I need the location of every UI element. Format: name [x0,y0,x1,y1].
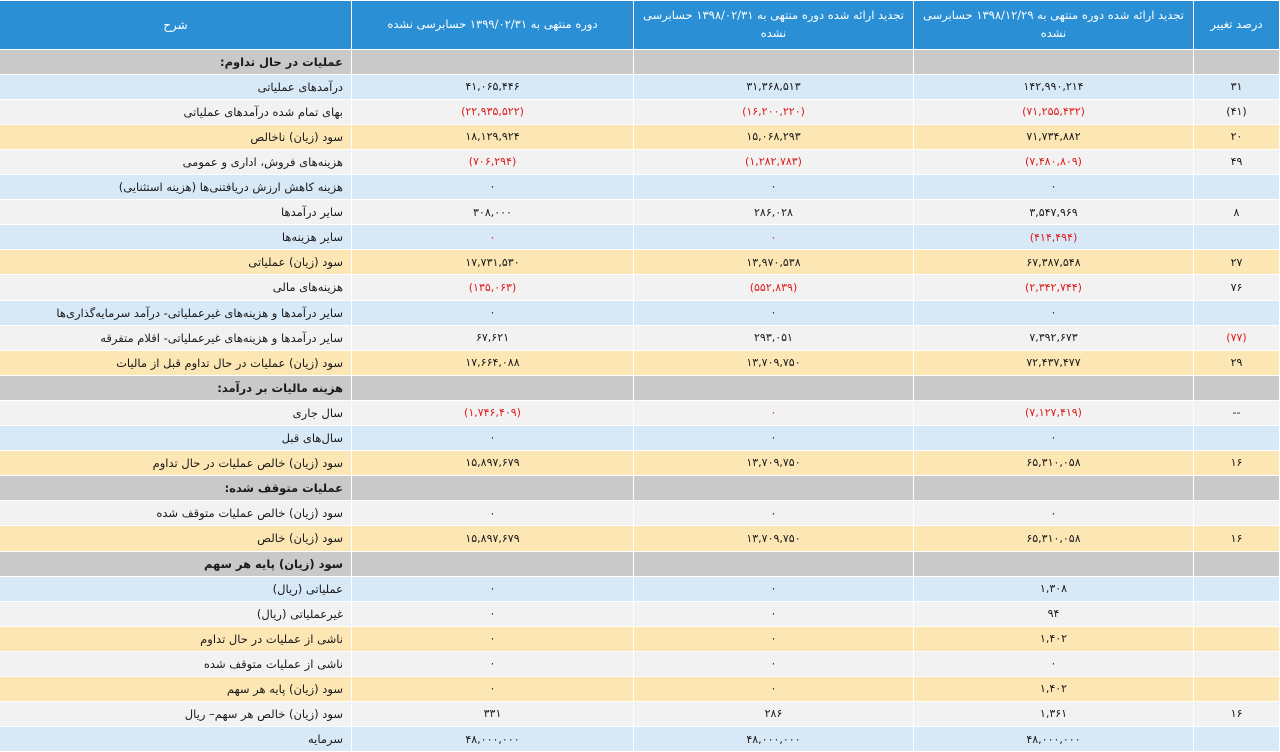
cell-current: ۰ [352,300,634,325]
cell-desc: هزینه‌های فروش، اداری و عمومی [0,150,352,175]
cell-desc: عملیاتی (ریال) [0,576,352,601]
cell-prev_year [914,476,1194,501]
cell-current: ۳۳۱ [352,702,634,727]
cell-prev_year: ۱,۴۰۲ [914,676,1194,701]
cell-prev_period: ۱۳,۷۰۹,۷۵۰ [634,526,914,551]
cell-prev_year: ۳,۵۴۷,۹۶۹ [914,200,1194,225]
cell-prev_period: ۰ [634,576,914,601]
cell-change [1194,576,1280,601]
cell-prev_year: ۶۵,۳۱۰,۰۵۸ [914,526,1194,551]
cell-current [352,49,634,74]
cell-change: ۱۶ [1194,702,1280,727]
table-row [0,325,1280,350]
cell-prev_year: ۷,۳۹۲,۶۷۳ [914,325,1194,350]
cell-prev_period: ۰ [634,501,914,526]
cell-prev_year: ۰ [914,426,1194,451]
cell-change [1194,651,1280,676]
cell-current: ۰ [352,426,634,451]
cell-desc: سود (زیان) خالص عملیات در حال تداوم [0,451,352,476]
table-row [0,400,1280,425]
table-row [0,702,1280,727]
cell-current: ۰ [352,626,634,651]
cell-prev_period: ۱۳,۷۰۹,۷۵۰ [634,350,914,375]
cell-change [1194,727,1280,752]
cell-prev_year: ۷۱,۷۳۴,۸۸۲ [914,124,1194,149]
cell-desc: سایر درآمدها و هزینه‌های غیرعملیاتی- درآمد سرمایه‌گذاری‌ها [0,300,352,325]
cell-prev_period: ۰ [634,626,914,651]
cell-prev_year: ۶۵,۳۱۰,۰۵۸ [914,451,1194,476]
cell-desc: سایر هزینه‌ها [0,225,352,250]
cell-change: ۴۹ [1194,150,1280,175]
cell-change [1194,551,1280,576]
cell-prev_period: ۰ [634,300,914,325]
cell-prev_period: ۱۳,۷۰۹,۷۵۰ [634,451,914,476]
cell-prev_period: ۰ [634,175,914,200]
cell-prev_period: ۳۱,۳۶۸,۵۱۳ [634,74,914,99]
cell-current: ۰ [352,175,634,200]
cell-current: ۳۰۸,۰۰۰ [352,200,634,225]
cell-prev_period [634,476,914,501]
cell-prev_period: ۰ [634,426,914,451]
column-header-change: درصد تغییر [1194,1,1280,50]
cell-change: ۲۷ [1194,250,1280,275]
cell-prev_period: ۰ [634,601,914,626]
cell-change [1194,175,1280,200]
cell-current: ۰ [352,601,634,626]
cell-prev_period: ۰ [634,225,914,250]
cell-prev_period: ۰ [634,651,914,676]
column-header-prev-year: تجدید ارائه شده دوره منتهی به ۱۳۹۸/۱۲/۲۹ حسابرسی نشده [914,1,1194,50]
table-row [0,150,1280,175]
table-header [0,1,1280,50]
table-row [0,350,1280,375]
cell-current: (۱,۷۴۶,۴۰۹) [352,400,634,425]
cell-prev_period: ۱۳,۹۷۰,۵۳۸ [634,250,914,275]
table-row [0,250,1280,275]
cell-prev_year: ۱۴۲,۹۹۰,۲۱۴ [914,74,1194,99]
cell-desc: سود (زیان) ناخالص [0,124,352,149]
cell-desc: هزینه‌های مالی [0,275,352,300]
cell-desc: ناشی از عملیات در حال تداوم [0,626,352,651]
cell-change: ۷۶ [1194,275,1280,300]
table-row [0,99,1280,124]
table-row [0,451,1280,476]
cell-desc: عملیات متوقف شده: [0,476,352,501]
cell-change [1194,476,1280,501]
cell-current [352,476,634,501]
cell-prev_year: ۰ [914,300,1194,325]
table-row [0,124,1280,149]
table-row [0,175,1280,200]
table-section-row [0,476,1280,501]
cell-prev_year [914,551,1194,576]
cell-current: ۰ [352,225,634,250]
cell-current [352,551,634,576]
cell-prev_year: ۰ [914,501,1194,526]
cell-prev_period [634,375,914,400]
table-section-row [0,49,1280,74]
cell-desc: سود (زیان) خالص [0,526,352,551]
table-row [0,200,1280,225]
cell-prev_year: ۹۴ [914,601,1194,626]
cell-prev_year: (۴۱۴,۴۹۴) [914,225,1194,250]
cell-change [1194,626,1280,651]
cell-current: ۱۵,۸۹۷,۶۷۹ [352,526,634,551]
cell-change: ۲۹ [1194,350,1280,375]
cell-prev_period: ۲۸۶ [634,702,914,727]
cell-prev_year: ۷۲,۴۳۷,۴۷۷ [914,350,1194,375]
cell-prev_year: (۷,۱۲۷,۴۱۹) [914,400,1194,425]
cell-prev_year: ۰ [914,175,1194,200]
cell-current: ۱۸,۱۲۹,۹۲۴ [352,124,634,149]
cell-desc: سود (زیان) عملیاتی [0,250,352,275]
cell-change: ۲۰ [1194,124,1280,149]
cell-desc: سود (زیان) پایه هر سهم [0,551,352,576]
cell-current: ۱۷,۷۳۱,۵۳۰ [352,250,634,275]
cell-change: (۴۱) [1194,99,1280,124]
cell-prev_year: ۴۸,۰۰۰,۰۰۰ [914,727,1194,752]
cell-desc: سال جاری [0,400,352,425]
cell-prev_period: ۴۸,۰۰۰,۰۰۰ [634,727,914,752]
cell-desc: سال‌های قبل [0,426,352,451]
table-row [0,626,1280,651]
cell-change: ۱۶ [1194,526,1280,551]
column-header-prev-period: تجدید ارائه شده دوره منتهی به ۱۳۹۸/۰۲/۳۱ حسابرسی نشده [634,1,914,50]
table-row [0,576,1280,601]
cell-desc: بهای تمام شده درآمدهای عملیاتی [0,99,352,124]
cell-current: ۰ [352,651,634,676]
cell-prev_year: (۷۱,۲۵۵,۴۳۲) [914,99,1194,124]
table-row [0,727,1280,752]
cell-change [1194,225,1280,250]
cell-change [1194,601,1280,626]
cell-change [1194,300,1280,325]
cell-desc: سود (زیان) عملیات در حال تداوم قبل از مالیات [0,350,352,375]
cell-desc: ناشی از عملیات متوقف شده [0,651,352,676]
cell-prev_period: ۲۸۶,۰۲۸ [634,200,914,225]
cell-current: ۰ [352,676,634,701]
cell-desc: سود (زیان) پایه هر سهم [0,676,352,701]
cell-desc: هزینه کاهش ارزش دریافتنی‌ها (هزینه استثنایی) [0,175,352,200]
cell-prev_period: ۱۵,۰۶۸,۲۹۳ [634,124,914,149]
cell-desc: هزینه مالیات بر درآمد: [0,375,352,400]
table-body [0,49,1280,752]
cell-change: (۷۷) [1194,325,1280,350]
table-row [0,501,1280,526]
table-row [0,676,1280,701]
cell-prev_year: ۱,۴۰۲ [914,626,1194,651]
cell-change: -- [1194,400,1280,425]
cell-change: ۳۱ [1194,74,1280,99]
cell-prev_year: ۶۷,۳۸۷,۵۴۸ [914,250,1194,275]
cell-prev_year: (۲,۳۴۲,۷۴۴) [914,275,1194,300]
table-section-row [0,551,1280,576]
header-row [0,1,1280,50]
cell-current: ۴۸,۰۰۰,۰۰۰ [352,727,634,752]
cell-change: ۱۶ [1194,451,1280,476]
table-row [0,225,1280,250]
cell-current: ۰ [352,576,634,601]
cell-change [1194,426,1280,451]
table-row [0,426,1280,451]
cell-current [352,375,634,400]
cell-prev_period: ۰ [634,676,914,701]
table-row [0,275,1280,300]
cell-prev_year [914,375,1194,400]
cell-current: ۰ [352,501,634,526]
cell-current: (۱۳۵,۰۶۳) [352,275,634,300]
cell-prev_year: ۰ [914,651,1194,676]
cell-desc: سرمایه [0,727,352,752]
cell-prev_year [914,49,1194,74]
cell-desc: درآمدهای عملیاتی [0,74,352,99]
cell-current: (۲۲,۹۳۵,۵۲۲) [352,99,634,124]
cell-prev_period: (۱۶,۲۰۰,۲۲۰) [634,99,914,124]
cell-desc: سایر درآمدها [0,200,352,225]
column-header-current-period: دوره منتهی به ۱۳۹۹/۰۲/۳۱ حسابرسی نشده [352,1,634,50]
cell-prev_year: (۷,۴۸۰,۸۰۹) [914,150,1194,175]
cell-desc: سود (زیان) خالص عملیات متوقف شده [0,501,352,526]
cell-current: ۴۱,۰۶۵,۴۴۶ [352,74,634,99]
cell-prev_period [634,551,914,576]
cell-prev_period: (۵۵۲,۸۳۹) [634,275,914,300]
cell-prev_period: ۲۹۳,۰۵۱ [634,325,914,350]
cell-current: ۶۷,۶۲۱ [352,325,634,350]
cell-prev_year: ۱,۳۶۱ [914,702,1194,727]
column-header-description: شرح [0,1,352,50]
cell-current: ۱۵,۸۹۷,۶۷۹ [352,451,634,476]
cell-change [1194,501,1280,526]
cell-current: ۱۷,۶۶۴,۰۸۸ [352,350,634,375]
cell-desc: غیرعملیاتی (ریال) [0,601,352,626]
table-row [0,74,1280,99]
table-row [0,526,1280,551]
cell-desc: عملیات در حال تداوم: [0,49,352,74]
cell-prev_period: ۰ [634,400,914,425]
cell-desc: سود (زیان) خالص هر سهم– ریال [0,702,352,727]
cell-change: ۸ [1194,200,1280,225]
cell-change [1194,676,1280,701]
cell-prev_period [634,49,914,74]
cell-current: (۷۰۶,۲۹۴) [352,150,634,175]
table-section-row [0,375,1280,400]
cell-prev_year: ۱,۳۰۸ [914,576,1194,601]
cell-prev_period: (۱,۲۸۲,۷۸۳) [634,150,914,175]
cell-change [1194,49,1280,74]
table-row [0,300,1280,325]
table-row [0,601,1280,626]
cell-change [1194,375,1280,400]
table-row [0,651,1280,676]
cell-desc: سایر درآمدها و هزینه‌های غیرعملیاتی- اقلام متفرقه [0,325,352,350]
